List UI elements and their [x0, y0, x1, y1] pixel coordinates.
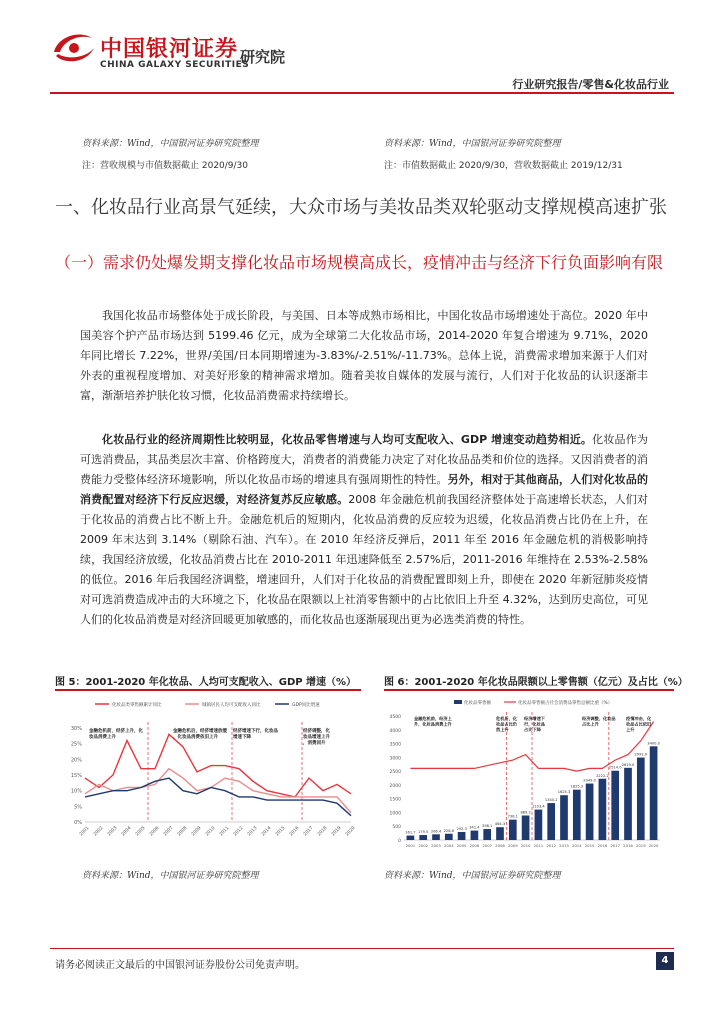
bar — [599, 779, 607, 840]
legend-label-2: GDP同比增速 — [292, 703, 320, 708]
bar — [586, 784, 594, 840]
y-tick-label: 4500 — [389, 715, 401, 720]
bar-value-label: 292.3 — [456, 826, 467, 831]
x-tick-label: 2010 — [204, 825, 217, 838]
legend-swatch-bar — [454, 700, 462, 704]
x-tick-label: 2017 — [302, 825, 315, 838]
section-heading: 一、化妆品行业高景气延续，大众市场与美妆品类双轮驱动支撑规模高速扩张 — [55, 197, 667, 218]
bar — [547, 803, 555, 840]
x-tick-label: 2004 — [120, 825, 133, 838]
y-tick-label: 4000 — [389, 728, 401, 734]
bar — [573, 790, 581, 840]
x-tick-label: 2019 — [330, 825, 343, 838]
bar — [611, 771, 619, 840]
bar-value-label: 341.4 — [469, 825, 480, 830]
y-tick-label: 2500 — [389, 770, 401, 776]
bar — [522, 815, 530, 840]
x-tick-label: 2011 — [533, 843, 544, 848]
x-tick-label: 2014 — [571, 843, 582, 848]
y-tick-label: 5% — [74, 804, 82, 811]
fig5-source: 资料来源：Wind，中国银河证券研究院整理 — [82, 871, 259, 881]
x-tick-label: 2008 — [176, 825, 189, 838]
logo-text-en: CHINA GALAXY SECURITIES — [100, 60, 250, 70]
x-tick-label: 2004 — [443, 843, 454, 848]
y-tick-label: 2000 — [389, 783, 401, 789]
footer-divider — [50, 948, 674, 949]
bar — [496, 827, 504, 840]
y-tick-label: 1500 — [389, 797, 401, 803]
y-tick-label: 15% — [70, 773, 82, 779]
x-tick-label: 2018 — [623, 843, 633, 848]
bar — [419, 835, 427, 840]
annotation-3: 经济调整，化妆品增速上升，消费回升 — [303, 729, 330, 746]
institute-label: 研究院 — [240, 48, 286, 66]
x-tick-label: 2012 — [232, 825, 245, 838]
x-tick-label: 2020 — [344, 825, 357, 838]
top-right-note: 注：市值数据截止 2020/9/30，营收数据截止 2019/12/31 — [384, 161, 623, 171]
y-tick-label: 3000 — [389, 756, 401, 762]
bar — [509, 820, 517, 840]
x-tick-label: 2008 — [495, 843, 505, 848]
annotation-2: 经济增速下行，化妆品增速下降 — [233, 729, 278, 740]
bar-value-label: 2992.0 — [634, 752, 648, 757]
y-tick-label: 20% — [70, 757, 82, 764]
bar-value-label: 179.5 — [418, 830, 429, 835]
bar-value-label: 226.8 — [443, 828, 454, 833]
legend-label-0: 化妆品类零售额累计同比 — [112, 703, 162, 708]
x-tick-label: 2006 — [469, 843, 480, 848]
top-left-note: 注：营收规模与市值数据截止 2020/9/30 — [82, 161, 249, 171]
x-tick-label: 2005 — [134, 825, 147, 838]
x-tick-label: 2001 — [78, 825, 91, 838]
bar-value-label: 1825.3 — [570, 784, 584, 789]
fig5-title: 图 5：2001-2020 年化妆品、人均可支配收入、GDP 增速（%） — [55, 677, 357, 688]
bar-value-label: 2619.0 — [621, 762, 635, 767]
y-tick-label: 0% — [74, 820, 82, 826]
bar-value-label: 738.1 — [507, 814, 518, 819]
header-divider — [50, 92, 674, 94]
x-tick-label: 2007 — [482, 843, 493, 848]
y-tick-label: 1000 — [389, 811, 401, 817]
bar-value-label: 206.4 — [430, 829, 442, 834]
x-tick-label: 2017 — [610, 843, 621, 848]
x-tick-label: 2007 — [162, 825, 175, 838]
x-tick-label: 2019 — [635, 843, 646, 848]
x-tick-label: 2012 — [546, 843, 557, 848]
bar-value-label: 3400.0 — [647, 741, 660, 746]
x-tick-label: 2013 — [246, 825, 259, 838]
annotation-4: 疫情冲击，化妆品占比依旧上升 — [626, 716, 652, 732]
fig6-title: 图 6：2001-2020 年化妆品限额以上零售额（亿元）及占比（%） — [384, 677, 688, 688]
x-tick-label: 2011 — [218, 825, 231, 838]
fig5-line-chart — [55, 694, 361, 860]
annotation-1: 金融危机后，经济增速放缓，化妆品消费依旧上升 — [173, 729, 227, 740]
x-tick-label: 2006 — [148, 825, 161, 838]
bar — [407, 836, 415, 840]
fig6-divider — [384, 689, 674, 691]
y-tick-label: 10% — [70, 788, 82, 795]
x-tick-label: 2005 — [456, 843, 467, 848]
paragraph-1: 我国化妆品市场整体处于成长阶段，与美国、日本等成熟市场相比，中国化妆品市场增速处于高位。2020 年中国美容个护产品市场达到 5199.46 亿元，成为全球第二大化妆品市场，2014-2020 年复合增速为 9.71%，2020 年同比增长 7.22%，世界/美国/日本同期增速为-3.83%/-2.51%/-11.73%。总体上说，消费需求增加来源于人们对外表的重视程度增加、对美好形象的精神需求增加。随着美妆自媒体的发展与流行，人们对于化妆品的认识逐渐丰富，渐渐培养护肤化妆习惯，化妆品消费需求持续增长。 — [80, 309, 648, 402]
paragraph-2-text-2: 2008 年金融危机前我国经济整体处于高速增长状态，人们对于化妆品的消费占比不断上升。金融危机后的短期内，化妆品消费的反应较为迟缓，化妆品消费占比仍在上升，在 2009 年末达到 3.14%（剔除石油、汽车）。在 2010 年经济反弹后，2011 年至 2016 年金融危机的消极影响持续，我国经济放缓，化妆品消费占比在 2010-2011 年迅速降低至 2.57%后，2011-2016 年维持在 2.53%-2.58%的低位。2016 年后我国经济调整，增速回升，人们对于化妆品的消费配置即刻上升，即使在 2020 年新冠肺炎疫情对可选消费造成冲击的大环境之下，化妆品在限额以上社消零售额中的占比依旧上升至 4.32%，达到历史高位，可见人们的化妆品消费是对经济回暖更加敏感的，而化妆品也逐渐展现出更为必选类消费的特性。 — [80, 493, 648, 626]
x-tick-label: 2013 — [559, 843, 569, 848]
legend-label-1: 城镇居民人均可支配收入同比 — [202, 703, 261, 708]
bar — [535, 810, 543, 840]
x-tick-label: 2015 — [274, 825, 287, 838]
fig5-divider — [55, 689, 361, 691]
y-tick-label: 500 — [392, 825, 401, 831]
bar — [560, 795, 568, 840]
bar-value-label: 161.7 — [405, 830, 416, 835]
paragraph-2-bold-2: 另外，相对于其他商品，人们对化妆品的消费配置对经济下行反应迟缓，对经济复苏反应敏感。 — [80, 473, 649, 506]
x-tick-label: 2009 — [507, 843, 518, 848]
y-tick-label: 3500 — [389, 742, 401, 748]
x-tick-label: 2003 — [106, 825, 119, 838]
annotation-1: 危机后，化妆品占比仍然上升 — [496, 716, 517, 732]
paragraph-2-text-1: 化妆品作为可选消费品，其品类层次丰富、价格跨度大，消费者的消费能力决定了对化妆品品类和价位的选择。又因消费者的消费能力受整体经济环境影响，所以化妆品市场的增速具有强周期性的特性。 — [80, 433, 648, 486]
paragraph-2 — [80, 430, 648, 630]
bar — [445, 834, 453, 840]
y-tick-label: 25% — [70, 741, 82, 748]
bar-value-label: 2514.0 — [608, 765, 622, 770]
x-tick-label: 2009 — [190, 825, 203, 838]
bar-value-label: 398.1 — [482, 824, 493, 829]
bar-value-label: 2222.2 — [596, 773, 609, 778]
bar — [650, 746, 658, 840]
bar — [458, 832, 466, 840]
bar — [637, 758, 645, 840]
logo-text-cn: 中国银河证券 — [100, 37, 239, 62]
subsection-heading: （一）需求仍处爆发期支撑化妆品市场规模高成长，疫情冲击与经济下行负面影响有限 — [55, 253, 664, 272]
annotation-0: 金融危机前，经济上升，化妆品消费上升 — [414, 716, 452, 727]
fig6-bar-chart — [384, 694, 674, 860]
bar-value-label: 2049.0 — [583, 778, 596, 783]
x-tick-label: 2016 — [597, 843, 608, 848]
y-tick-label: 0 — [398, 839, 401, 844]
bar — [432, 834, 440, 840]
galaxy-logo-icon — [50, 30, 96, 66]
top-right-source: 资料来源：Wind，中国银河证券研究院整理 — [384, 139, 561, 149]
report-type: 行业研究报告/零售&化妆品行业 — [512, 78, 669, 91]
x-tick-label: 2020 — [648, 843, 659, 848]
legend-label-bar: 化妆品零售额 — [464, 701, 491, 706]
bar — [624, 768, 632, 840]
annotation-0: 金融危机前，经济上升，化妆品消费上升 — [89, 729, 143, 740]
x-tick-label: 2018 — [316, 825, 329, 838]
legend-label-line: 化妆品零售额占社会消费品零售总额比重（%） — [518, 701, 613, 706]
top-left-source: 资料来源：Wind，中国银河证券研究院整理 — [82, 139, 259, 149]
x-tick-label: 2002 — [418, 843, 429, 848]
bar-value-label: 889.2 — [520, 810, 531, 815]
bar-value-label: 464.3 — [494, 822, 506, 827]
annotation-3: 经济调整，化妆品占比上升 — [582, 716, 616, 727]
bar-value-label: 1103.4 — [532, 804, 545, 809]
paragraph-2-bold-1: 化妆品行业的经济周期性比较明显，化妆品零售增速与人均可支配收入、GDP 增速变动趋势相近。 — [102, 433, 593, 446]
x-tick-label: 2002 — [92, 825, 105, 838]
fig6-source: 资料来源：Wind，中国银河证券研究院整理 — [384, 871, 561, 881]
x-tick-label: 2014 — [260, 825, 273, 838]
annotation-2: 经济增速下行，化妆品占比下降 — [524, 716, 545, 732]
x-tick-label: 2010 — [520, 843, 531, 848]
x-tick-label: 2016 — [288, 825, 301, 838]
bar — [483, 829, 491, 840]
x-tick-label: 2003 — [431, 843, 441, 848]
y-tick-label: 30% — [70, 726, 82, 732]
x-tick-label: 2001 — [405, 843, 416, 848]
x-tick-label: 2015 — [584, 843, 595, 848]
page-number: 4 — [656, 952, 674, 970]
bar — [471, 831, 479, 840]
bar-value-label: 1625.3 — [557, 790, 571, 795]
footer-disclaimer: 请务必阅读正文最后的中国银河证券股份公司免责声明。 — [55, 960, 305, 971]
bar-value-label: 1340.2 — [544, 798, 558, 803]
